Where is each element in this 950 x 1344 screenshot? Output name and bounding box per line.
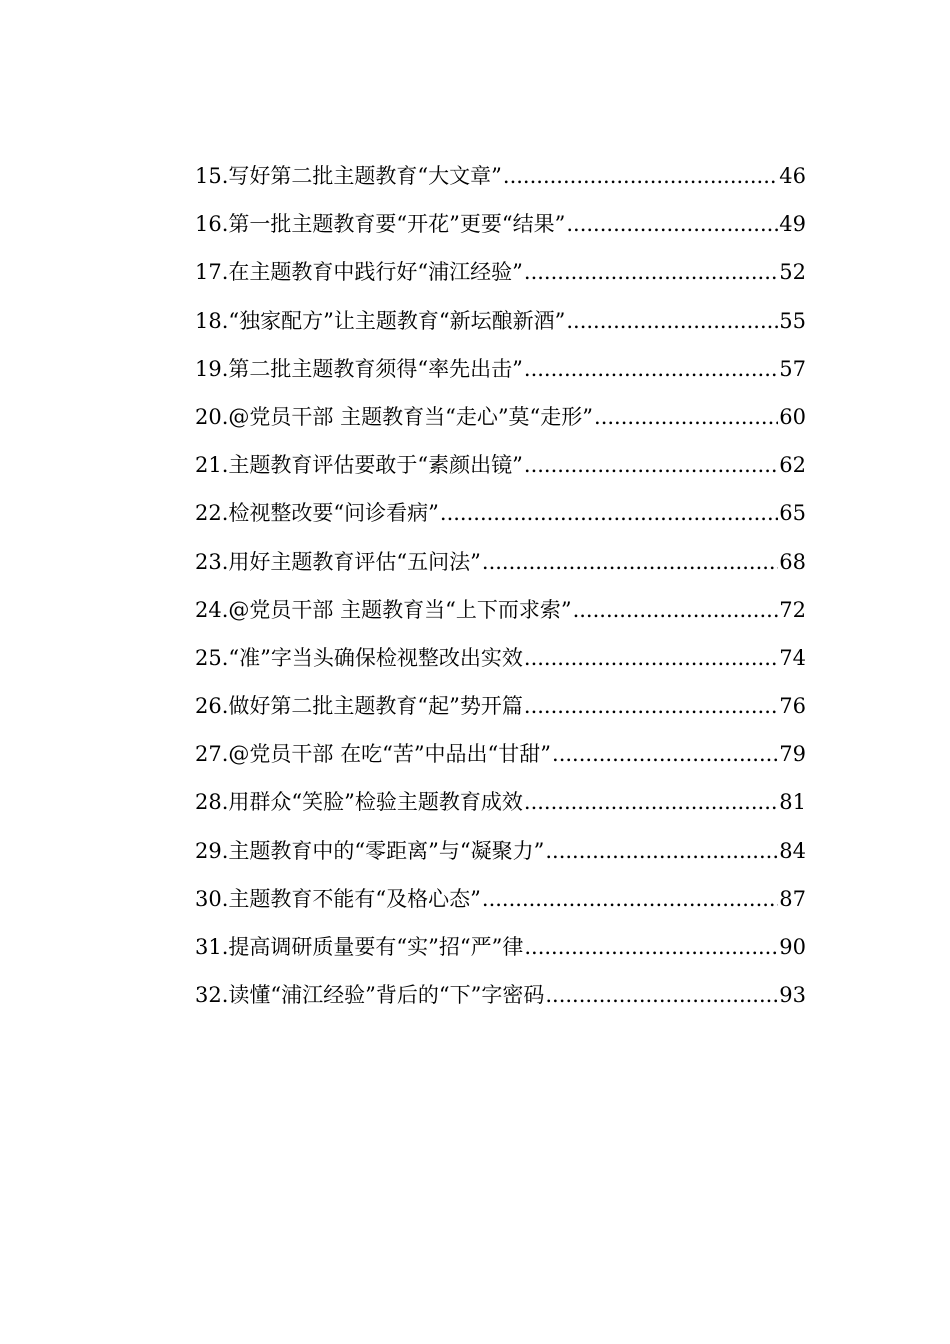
entry-page-number: 52 — [779, 260, 806, 285]
toc-entry — [195, 489, 806, 537]
entry-number: 17. — [195, 260, 229, 285]
entry-page-number: 79 — [779, 742, 806, 767]
toc-entry — [195, 152, 806, 200]
entry-title: 提高调研质量要有“实”招“严”律 — [228, 935, 524, 959]
entry-title: 在主题教育中践行好“浦江经验” — [228, 260, 523, 285]
toc-entry — [195, 923, 806, 971]
entry-number: 23. — [195, 549, 229, 574]
entry-title: 用群众“笑脸”检验主题教育成效 — [228, 790, 523, 815]
entry-page-number: 81 — [779, 790, 806, 815]
entry-number: 20. — [195, 404, 229, 429]
entry-number: 22. — [195, 501, 229, 526]
toc-entry — [195, 971, 806, 1019]
entry-title: 读懂“浦江经验”背后的“下”字密码 — [228, 983, 545, 1008]
dot-leader — [573, 586, 779, 634]
entry-title: 主题教育评估要敢于“素颜出镜” — [228, 453, 523, 478]
toc-entry — [195, 345, 806, 393]
dot-leader — [503, 152, 778, 200]
toc-entry — [195, 682, 806, 730]
entry-page-number: 60 — [779, 404, 806, 429]
entry-page-number: 57 — [779, 356, 806, 381]
entry-title: 做好第二批主题教育“起”势开篇 — [228, 694, 523, 719]
dot-leader — [524, 248, 778, 296]
entry-number: 15. — [195, 164, 229, 188]
toc-entry — [195, 248, 806, 296]
entry-page-number: 62 — [779, 453, 806, 478]
entry-title: 第一批主题教育要“开花”更要“结果” — [228, 212, 566, 237]
entry-number: 19. — [195, 356, 229, 381]
dot-leader — [594, 393, 778, 441]
entry-title: “独家配方”让主题教育“新坛酿新酒” — [228, 308, 566, 333]
toc-entry — [195, 827, 806, 875]
dot-leader — [524, 923, 778, 971]
toc-entry — [195, 875, 806, 923]
entry-page-number: 49 — [779, 212, 806, 237]
entry-title: 写好第二批主题教育“大文章” — [228, 164, 502, 188]
entry-page-number: 87 — [779, 886, 806, 911]
entry-number: 30. — [195, 886, 229, 911]
dot-leader — [440, 489, 778, 537]
entry-page-number: 55 — [779, 308, 806, 333]
entry-number: 32. — [195, 983, 229, 1008]
entry-page-number: 72 — [779, 597, 806, 622]
toc-entry — [195, 586, 806, 634]
entry-title: 检视整改要“问诊看病” — [228, 501, 439, 526]
table-of-contents — [195, 152, 806, 1019]
entry-page-number: 46 — [779, 164, 806, 188]
entry-title: “准”字当头确保检视整改出实效 — [228, 645, 523, 670]
toc-entry — [195, 634, 806, 682]
dot-leader — [545, 827, 778, 875]
toc-entry — [195, 393, 806, 441]
dot-leader — [524, 345, 778, 393]
dot-leader — [524, 682, 778, 730]
entry-page-number: 90 — [779, 935, 806, 959]
entry-title: 主题教育不能有“及格心态” — [228, 886, 481, 911]
toc-entry — [195, 730, 806, 778]
dot-leader — [524, 778, 778, 826]
toc-entry — [195, 200, 806, 248]
entry-page-number: 84 — [779, 838, 806, 863]
dot-leader — [524, 441, 778, 489]
entry-page-number: 74 — [779, 645, 806, 670]
entry-number: 31. — [195, 935, 229, 959]
entry-title: 主题教育中的“零距离”与“凝聚力” — [228, 838, 545, 863]
entry-number: 18. — [195, 308, 229, 333]
entry-title: 用好主题教育评估“五问法” — [228, 549, 481, 574]
entry-number: 25. — [195, 645, 229, 670]
dot-leader — [545, 971, 778, 1019]
entry-title: @党员干部 在吃“苦”中品出“甘甜” — [228, 742, 552, 767]
toc-entry — [195, 778, 806, 826]
toc-entry — [195, 297, 806, 345]
dot-leader — [482, 538, 778, 586]
entry-number: 26. — [195, 694, 229, 719]
entry-number: 27. — [195, 742, 229, 767]
entry-page-number: 65 — [779, 501, 806, 526]
entry-title: @党员干部 主题教育当“上下而求索” — [228, 597, 572, 622]
entry-number: 28. — [195, 790, 229, 815]
entry-number: 24. — [195, 597, 229, 622]
entry-number: 16. — [195, 212, 229, 237]
entry-title: @党员干部 主题教育当“走心”莫“走形” — [228, 404, 594, 429]
entry-number: 29. — [195, 838, 229, 863]
dot-leader — [566, 200, 778, 248]
dot-leader — [524, 634, 778, 682]
entry-page-number: 93 — [779, 983, 806, 1008]
dot-leader — [552, 730, 778, 778]
toc-entry — [195, 538, 806, 586]
entry-page-number: 68 — [779, 549, 806, 574]
entry-page-number: 76 — [779, 694, 806, 719]
entry-number: 21. — [195, 453, 229, 478]
entry-title: 第二批主题教育须得“率先出击” — [228, 356, 523, 381]
dot-leader — [566, 297, 778, 345]
dot-leader — [482, 875, 778, 923]
toc-entry — [195, 441, 806, 489]
